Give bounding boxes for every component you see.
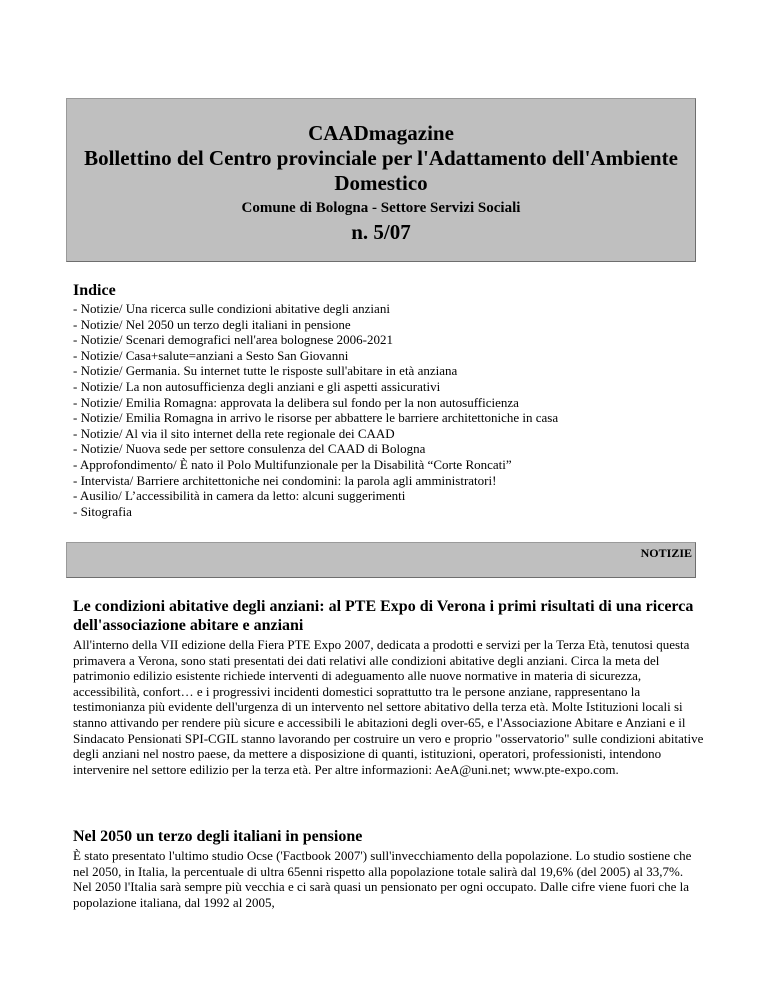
index-item: - Notizie/ Emilia Romagna: approvata la delibera sul fondo per la non autosufficienza bbox=[73, 394, 519, 410]
index-item: - Notizie/ Scenari demografici nell'area bolognese 2006-2021 bbox=[73, 332, 394, 348]
index-heading: Indice bbox=[73, 282, 116, 299]
index-list bbox=[73, 301, 713, 519]
article-title: Le condizioni abitative degli anziani: al PTE Expo di Verona i primi risultati di una ricerca dell'associazione abitare e anziani bbox=[73, 598, 694, 634]
article-body: All'interno della VII edizione della Fiera PTE Expo 2007, dedicata a prodotti e servizi per la Terza Età, tenutosi questa primavera a Verona, sono stati presentati dei dati relativi alle condizioni abitative degli anziani. Circa la meta del patrimonio edilizio esistente richiede interventi di adeguamento alle nuove normative in materia di sicurezza, accessibilità, confort… e i progressivi incidenti domestici soprattutto tra le persone anziane, rappresentano la testimonianza più evidente dell'urgenza di un intervento nel settore abitativo della terza età. Molte Istituzioni locali si stanno attivando per rendere più sicure e accessibili le abitazioni degli over-65, e l'Associazione Abitare e Anziani e il Sindacato Pensionati SPI-CGIL stanno lavorando per costruire un vero e proprio "osservatorio" sulle condizioni abitative degli anziani nel nostro paese, da mettere a disposizione di quanti, istituzioni, operatori, professionisti, intendono intervenire nel settore edilizio per la terza età. Per altre informazioni: AeA@uni.net; www.pte-expo.com. bbox=[73, 637, 704, 777]
table-of-contents bbox=[73, 282, 713, 519]
section-label: NOTIZIE bbox=[640, 546, 692, 560]
index-item: - Sitografia bbox=[73, 503, 132, 519]
index-item: - Notizie/ La non autosufficienza degli anziani e gli aspetti assicurativi bbox=[73, 378, 441, 394]
index-item: - Notizie/ Al via il sito internet della rete regionale dei CAAD bbox=[73, 425, 395, 441]
index-item: - Notizie/ Germania. Su internet tutte le risposte sull'abitare in età anziana bbox=[73, 363, 458, 379]
index-item: - Ausilio/ L’accessibilità in camera da letto: alcuni suggerimenti bbox=[73, 488, 406, 504]
index-item: - Approfondimento/ È nato il Polo Multifunzionale per la Disabilità “Corte Roncati” bbox=[73, 456, 512, 472]
index-item: - Notizie/ Nuova sede per settore consulenza del CAAD di Bologna bbox=[73, 441, 426, 457]
magazine-subtitle: Bollettino del Centro provinciale per l'Adattamento dell'Ambiente Domestico bbox=[84, 146, 678, 195]
magazine-title: CAADmagazine bbox=[308, 121, 454, 145]
article-conditions-elderly bbox=[73, 597, 705, 777]
index-item: - Notizie/ Nel 2050 un terzo degli italiani in pensione bbox=[73, 316, 351, 332]
issue-number: n. 5/07 bbox=[351, 220, 411, 244]
section-header-bar bbox=[66, 542, 696, 578]
article-title: Nel 2050 un terzo degli italiani in pensione bbox=[73, 828, 363, 845]
article-2050-pensions bbox=[73, 827, 705, 910]
index-item: - Intervista/ Barriere architettoniche nei condomini: la parola agli amministratori! bbox=[73, 472, 497, 488]
index-item: - Notizie/ Una ricerca sulle condizioni abitative degli anziani bbox=[73, 301, 390, 316]
index-item: - Notizie/ Casa+salute=anziani a Sesto San Giovanni bbox=[73, 347, 349, 363]
article-body: È stato presentato l'ultimo studio Ocse ('Factbook 2007') sull'invecchiamento della popolazione. Lo studio sostiene che nel 2050, in Italia, la percentuale di ultra 65enni rispetto alla popolazione totale salirà dal 19,6% (del 2005) al 33,7%. Nel 2050 l'Italia sarà sempre più vecchia e ci sarà quasi un pensionato per ogni occupato. Dalle cifre viene fuori che la popolazione italiana, dal 1992 al 2005, bbox=[73, 848, 692, 910]
masthead-banner bbox=[66, 98, 696, 262]
publisher-line: Comune di Bologna - Settore Servizi Sociali bbox=[241, 200, 521, 216]
index-item: - Notizie/ Emilia Romagna in arrivo le risorse per abbattere le barriere architettoniche in casa bbox=[73, 410, 559, 426]
